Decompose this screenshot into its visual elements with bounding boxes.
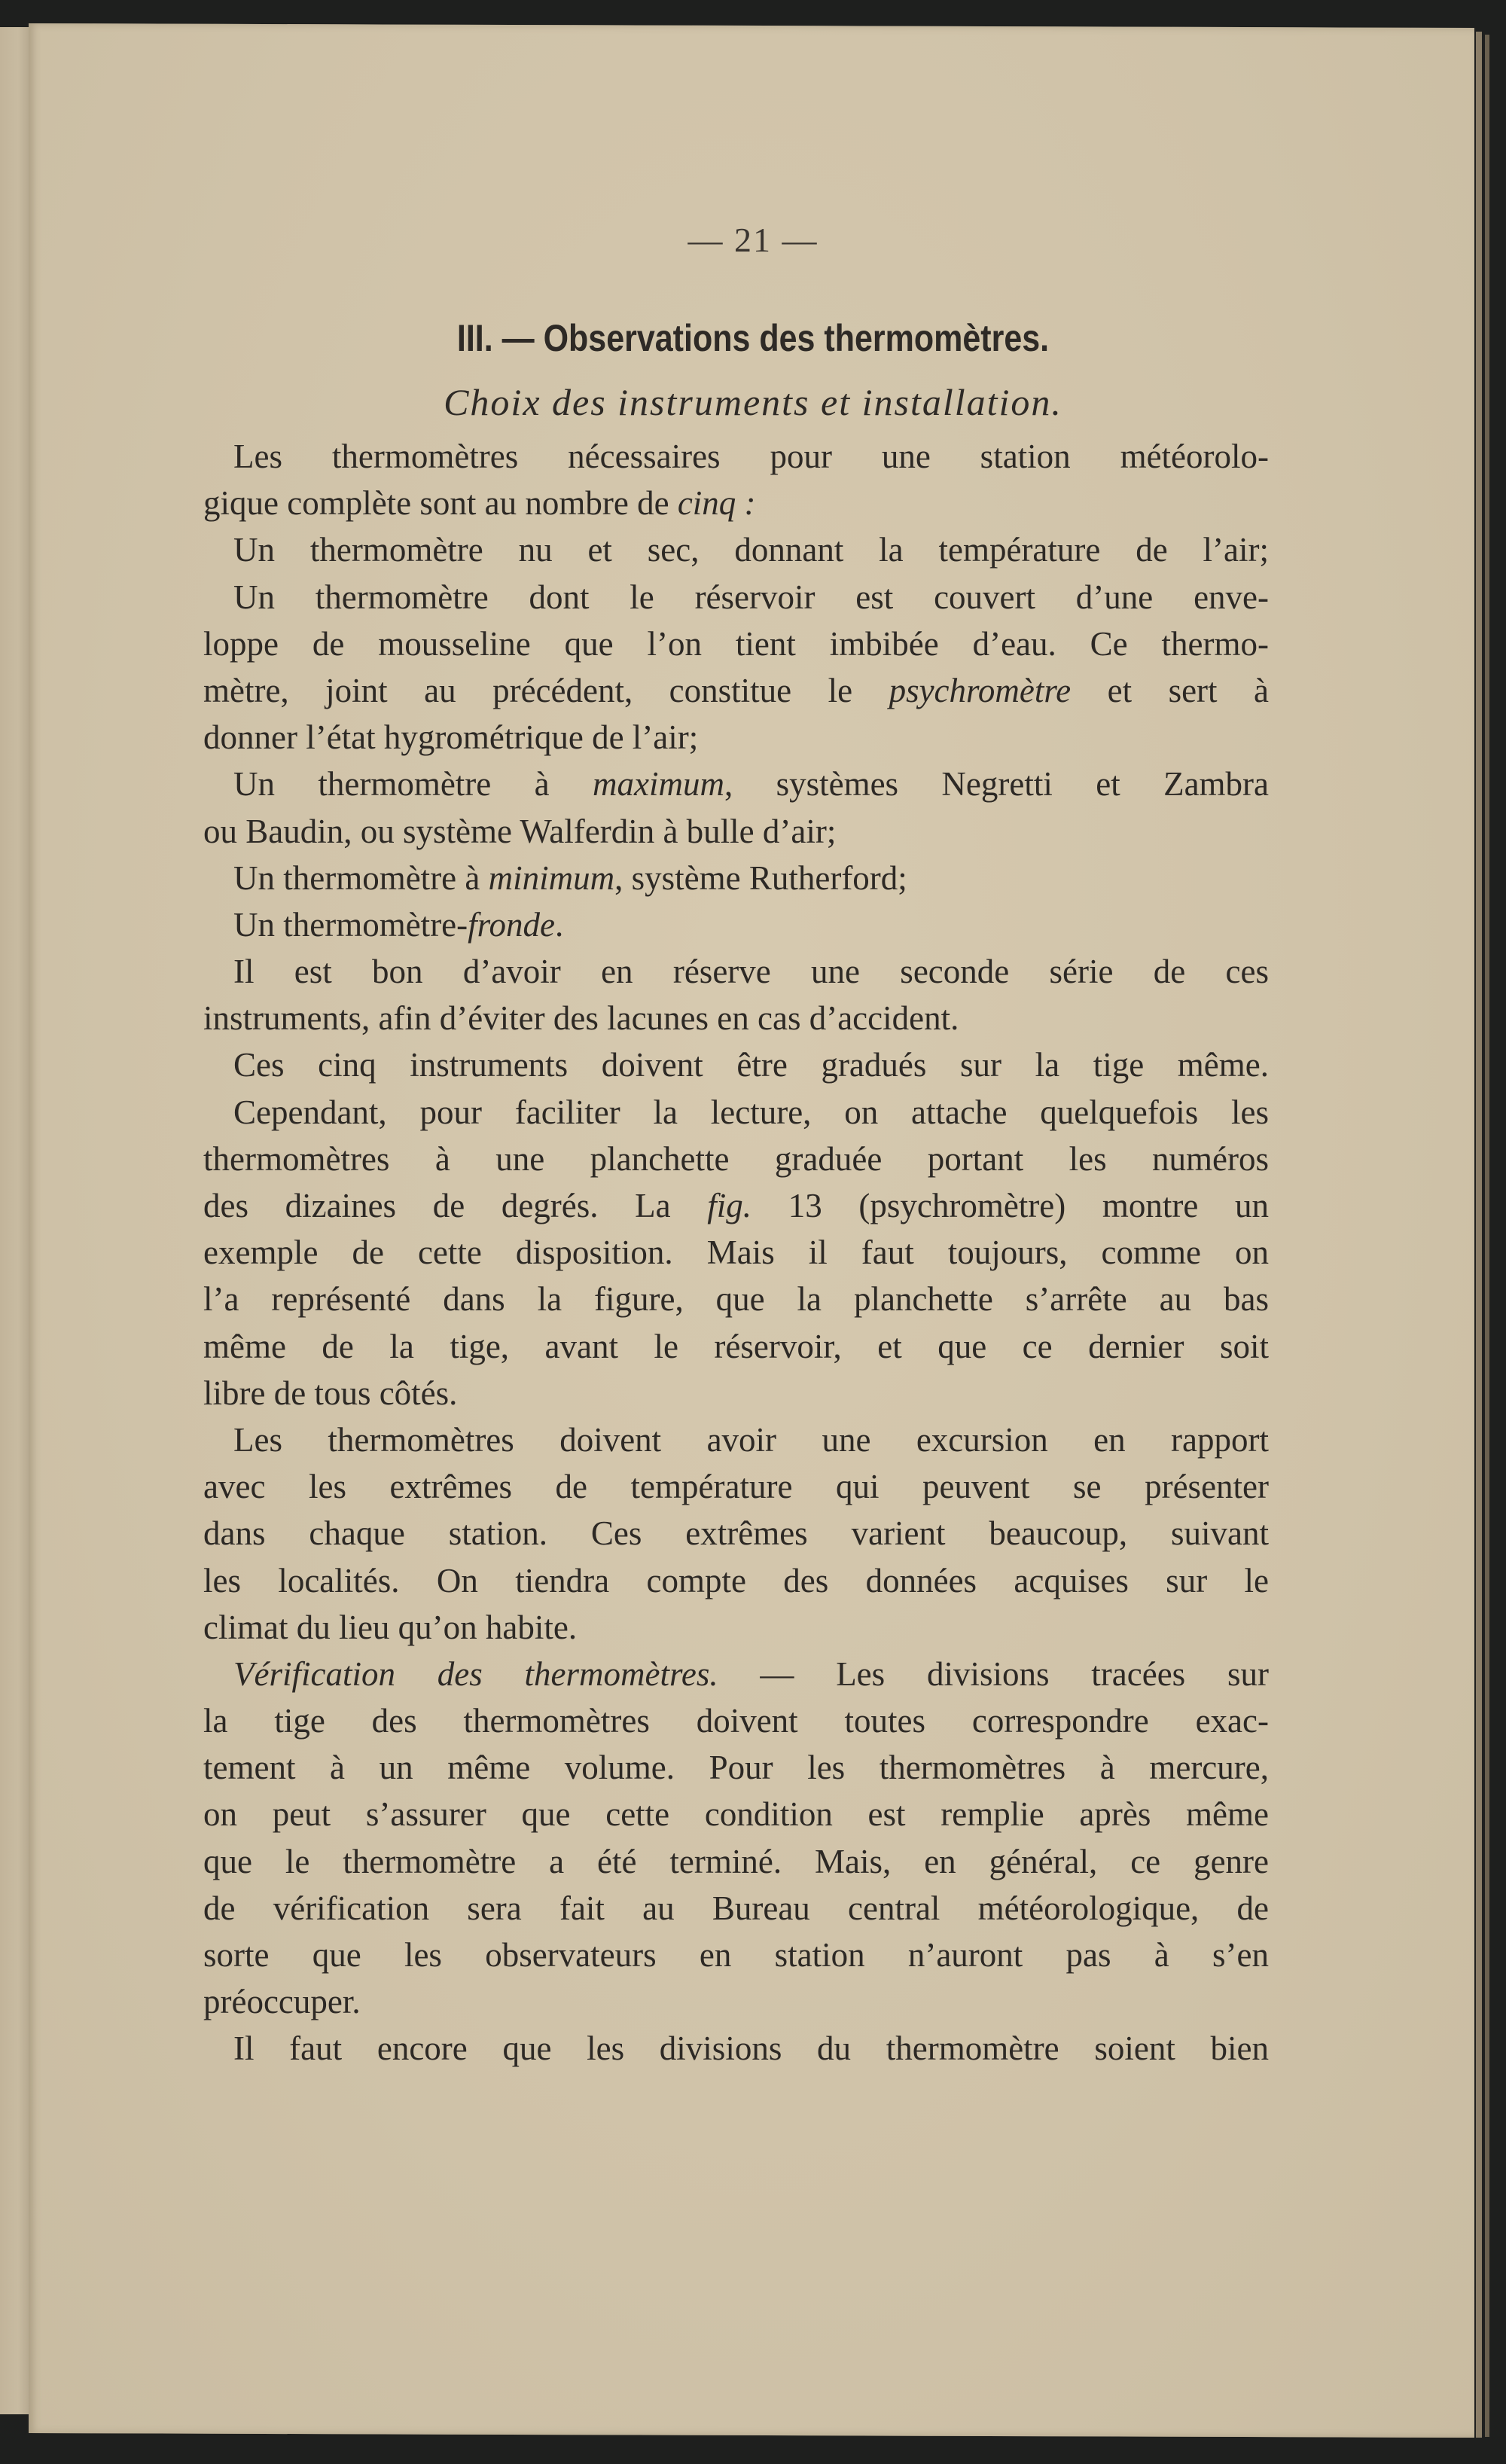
text-line: libre de tous côtés. [203,1374,458,1412]
text-line: ou Baudin, ou système Walferdin à bulle d’air; [203,812,837,850]
text-line: gique complète sont au nombre de cinq : [203,484,756,523]
text-line: de vérification sera fait au Bureau central météorologique, de [203,1889,1269,1927]
text-line: avec les extrêmes de température qui peuvent se présenter [203,1468,1269,1506]
text-line: la tige des thermomètres doivent toutes correspondre exac- [203,1702,1269,1740]
text-line: Un thermomètre nu et sec, donnant la température de l’air; [233,531,1269,569]
text-line: Un thermomètre-fronde. [233,905,564,944]
section-subtitle: Choix des instruments et installation. [444,381,1062,423]
text-line: on peut s’assurer que cette condition est remplie après même [203,1795,1269,1834]
text-line: tement à un même volume. Pour les thermomètres à mercure, [203,1749,1269,1787]
text-line: mètre, joint au précédent, constitue le psychromètre et sert à [203,671,1269,709]
text-line: exemple de cette disposition. Mais il faut toujours, comme on [203,1234,1269,1272]
text-line: que le thermomètre a été terminé. Mais, en général, ce genre [203,1842,1269,1880]
text-line: Il faut encore que les divisions du thermomètre soient bien [233,2029,1269,2068]
body-text [203,433,1269,2072]
text-line: donner l’état hygrométrique de l’air; [203,718,699,757]
text-line: climat du lieu qu’on habite. [203,1608,578,1646]
text-line: Un thermomètre à minimum, système Rutherford; [233,858,907,897]
text-line: Il est bon d’avoir en réserve une seconde série de ces [233,953,1269,991]
text-line: Cependant, pour faciliter la lecture, on attache quelquefois les [233,1093,1269,1131]
text-line: Les thermomètres nécessaires pour une station météorolo- [233,438,1269,475]
text-line: même de la tige, avant le réservoir, et que ce dernier soit [203,1327,1269,1365]
text-line: des dizaines de degrés. La fig. 13 (psychromètre) montre un [203,1187,1269,1224]
text-line: Un thermomètre dont le réservoir est couvert d’une enve- [233,578,1269,616]
text-line: loppe de mousseline que l’on tient imbibée d’eau. Ce thermo- [203,624,1269,663]
text-line: l’a représenté dans la figure, que la planchette s’arrête au bas [203,1280,1269,1319]
text-line: sorte que les observateurs en station n’auront pas à s’en [203,1936,1269,1974]
text-line: Ces cinq instruments doivent être gradués sur la tige même. [233,1046,1269,1084]
page-number: — 21 — [687,221,819,259]
text-line: préoccuper. [203,1983,361,2021]
text-line: Les thermomètres doivent avoir une excursion en rapport [233,1420,1269,1459]
text-line: Vérification des thermomètres. — Les divisions tracées sur [233,1654,1269,1693]
text-line: Un thermomètre à maximum, systèmes Negretti et Zambra [233,765,1269,804]
text-line: instruments, afin d’éviter des lacunes en cas d’accident. [203,999,959,1038]
text-line: les localités. On tiendra compte des données acquises sur le [203,1561,1269,1599]
text-line: thermomètres à une planchette graduée portant les numéros [203,1139,1269,1178]
text-line: dans chaque station. Ces extrêmes varient beaucoup, suivant [203,1514,1269,1553]
section-heading: III. — Observations des thermomètres. [456,317,1050,359]
